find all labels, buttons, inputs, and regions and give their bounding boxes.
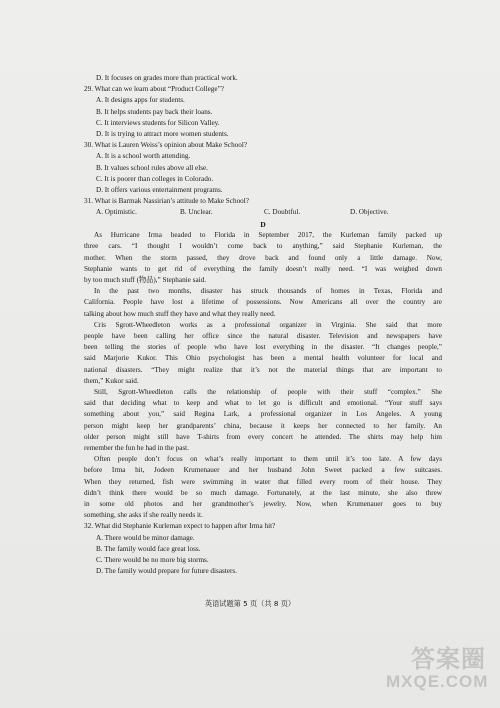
question-32: [84, 521, 442, 577]
passage-line: by too much stuff (物品),” Stephanie said.: [84, 275, 207, 284]
q31-option-a: A. Optimistic.: [96, 208, 137, 217]
passage-line: Stephanie wants to get rid of everything the family doesn’t really need. “I was weighed down: [84, 264, 442, 273]
text-line: D. It is trying to attract more women students.: [96, 130, 229, 139]
q31-options: [84, 207, 442, 218]
passage-line: older person might still have T-shirts from every concert he attended. The shirts may help him: [84, 432, 442, 441]
passage-line: Still, Sgrott-Wheedleton calls the relationship of people with their stuff “complex.” She: [94, 387, 442, 396]
question-line: C. There would be no more big storms.: [96, 556, 209, 565]
text-line: 30. What is Lauren Weiss’s opinion about Make School?: [84, 141, 248, 150]
logo-domain: MXQE.COM: [386, 672, 489, 691]
question-line: 32. What did Stephanie Kurleman expect to happen after Irma hit?: [84, 522, 276, 531]
passage-line: people have been calling her office since the natural disaster. Television and newspapers have: [84, 331, 442, 340]
site-logo: [386, 645, 489, 700]
passage-line: said that deciding what to keep and what to let go is difficult and emotional. “Your stuff says: [84, 399, 442, 408]
passage-line: remember the fun he had in the past.: [84, 444, 189, 452]
passage-line: in some old photos and her grandmother’s jewelry. Now, when Krumenauer goes to buy: [84, 500, 442, 509]
logo-chinese: 答案圈: [411, 645, 486, 673]
passage-line: Cris Sgrott-Wheedleton works as a professional organizer in Virginia. She said that more: [94, 320, 442, 329]
passage-line: When they returned, fish were swimming in water that filled every room of their house. They: [84, 477, 442, 486]
passage-line: As Hurricane Irma headed to Florida in September 2017, the Kurleman family packed up: [94, 231, 442, 240]
exam-content: [84, 73, 442, 577]
passage-line: person might keep her grandparents’ china, because it keeps her connected to her family. An: [84, 421, 442, 430]
passage-line: didn’t think there would be so much damage. Fortunately, at the last minute, she also threw: [84, 488, 442, 497]
passage-line: In the past two months, disaster has struck thousands of homes in Texas, Florida and: [94, 287, 442, 296]
passage-line: them,” Kukor said.: [84, 376, 139, 385]
reading-passage: [84, 230, 442, 521]
question-line: B. The family would face great loss.: [96, 544, 201, 553]
question-line: A. There would be minor damage.: [96, 533, 195, 542]
passage-line: national disasters. “They might realize that it’s not the material things that are important to: [84, 365, 442, 374]
passage-line: before Irma hit, Jodeen Krumenauer and her husband John Sweet packed a few suitcases.: [84, 466, 442, 475]
q31-option-d: D. Objective.: [350, 208, 389, 217]
passage-line: California. People have lost a lifetime of possessions. Now Americans all over the country are: [84, 298, 442, 307]
text-line: A. It designs apps for students.: [96, 96, 185, 105]
question-line: D. The family would prepare for future disasters.: [96, 567, 237, 576]
text-line: 29. What can we learn about “Product College”?: [84, 85, 224, 94]
questions-29-31: [84, 73, 442, 207]
q31-option-c: C. Doubtful.: [264, 208, 301, 217]
text-line: 31. What is Barmak Nassirian’s attitude to Make School?: [84, 197, 249, 206]
passage-line: something about you,” said Regina Lark, a professional organizer in Los Angeles. A young: [84, 410, 442, 419]
text-line: D. It offers various entertainment programs.: [96, 186, 223, 195]
text-line: C. It is poorer than colleges in Colorado.: [96, 174, 214, 183]
passage-line: been telling the stories of people who have lost everything in the disaster. “It changes people,”: [84, 343, 442, 352]
text-line: B. It helps students pay back their loans.: [96, 107, 213, 116]
passage-line: mother. When the storm passed, they drove back and found only a little damage. Now,: [84, 253, 442, 262]
text-line: D. It focuses on grades more than practical work.: [96, 74, 238, 82]
text-line: C. It interviews students for Silicon Valley.: [96, 118, 220, 127]
q31-option-b: B. Unclear.: [180, 208, 213, 217]
passage-line: said Marjorie Kukor. This Ohio psychologist has been a mental health volunteer for local and: [84, 354, 442, 363]
passage-line: talking about how much stuff they have and what they really need.: [84, 309, 276, 318]
passage-line: three cars. “I thought I wouldn’t come back to anything,” said Stephanie Kurleman, the: [84, 242, 442, 251]
section-heading: D: [260, 219, 266, 229]
passage-line: Often people don’t focus on what’s really important to them until it’s too late. A few days: [94, 455, 442, 464]
text-line: B. It values school rules above all else.: [96, 163, 208, 172]
page-footer: 英语试题第 5 页（共 8 页）: [204, 599, 296, 608]
passage-line: something, she asks if she really needs it.: [84, 511, 203, 520]
text-line: A. It is a school worth attending.: [96, 152, 191, 161]
